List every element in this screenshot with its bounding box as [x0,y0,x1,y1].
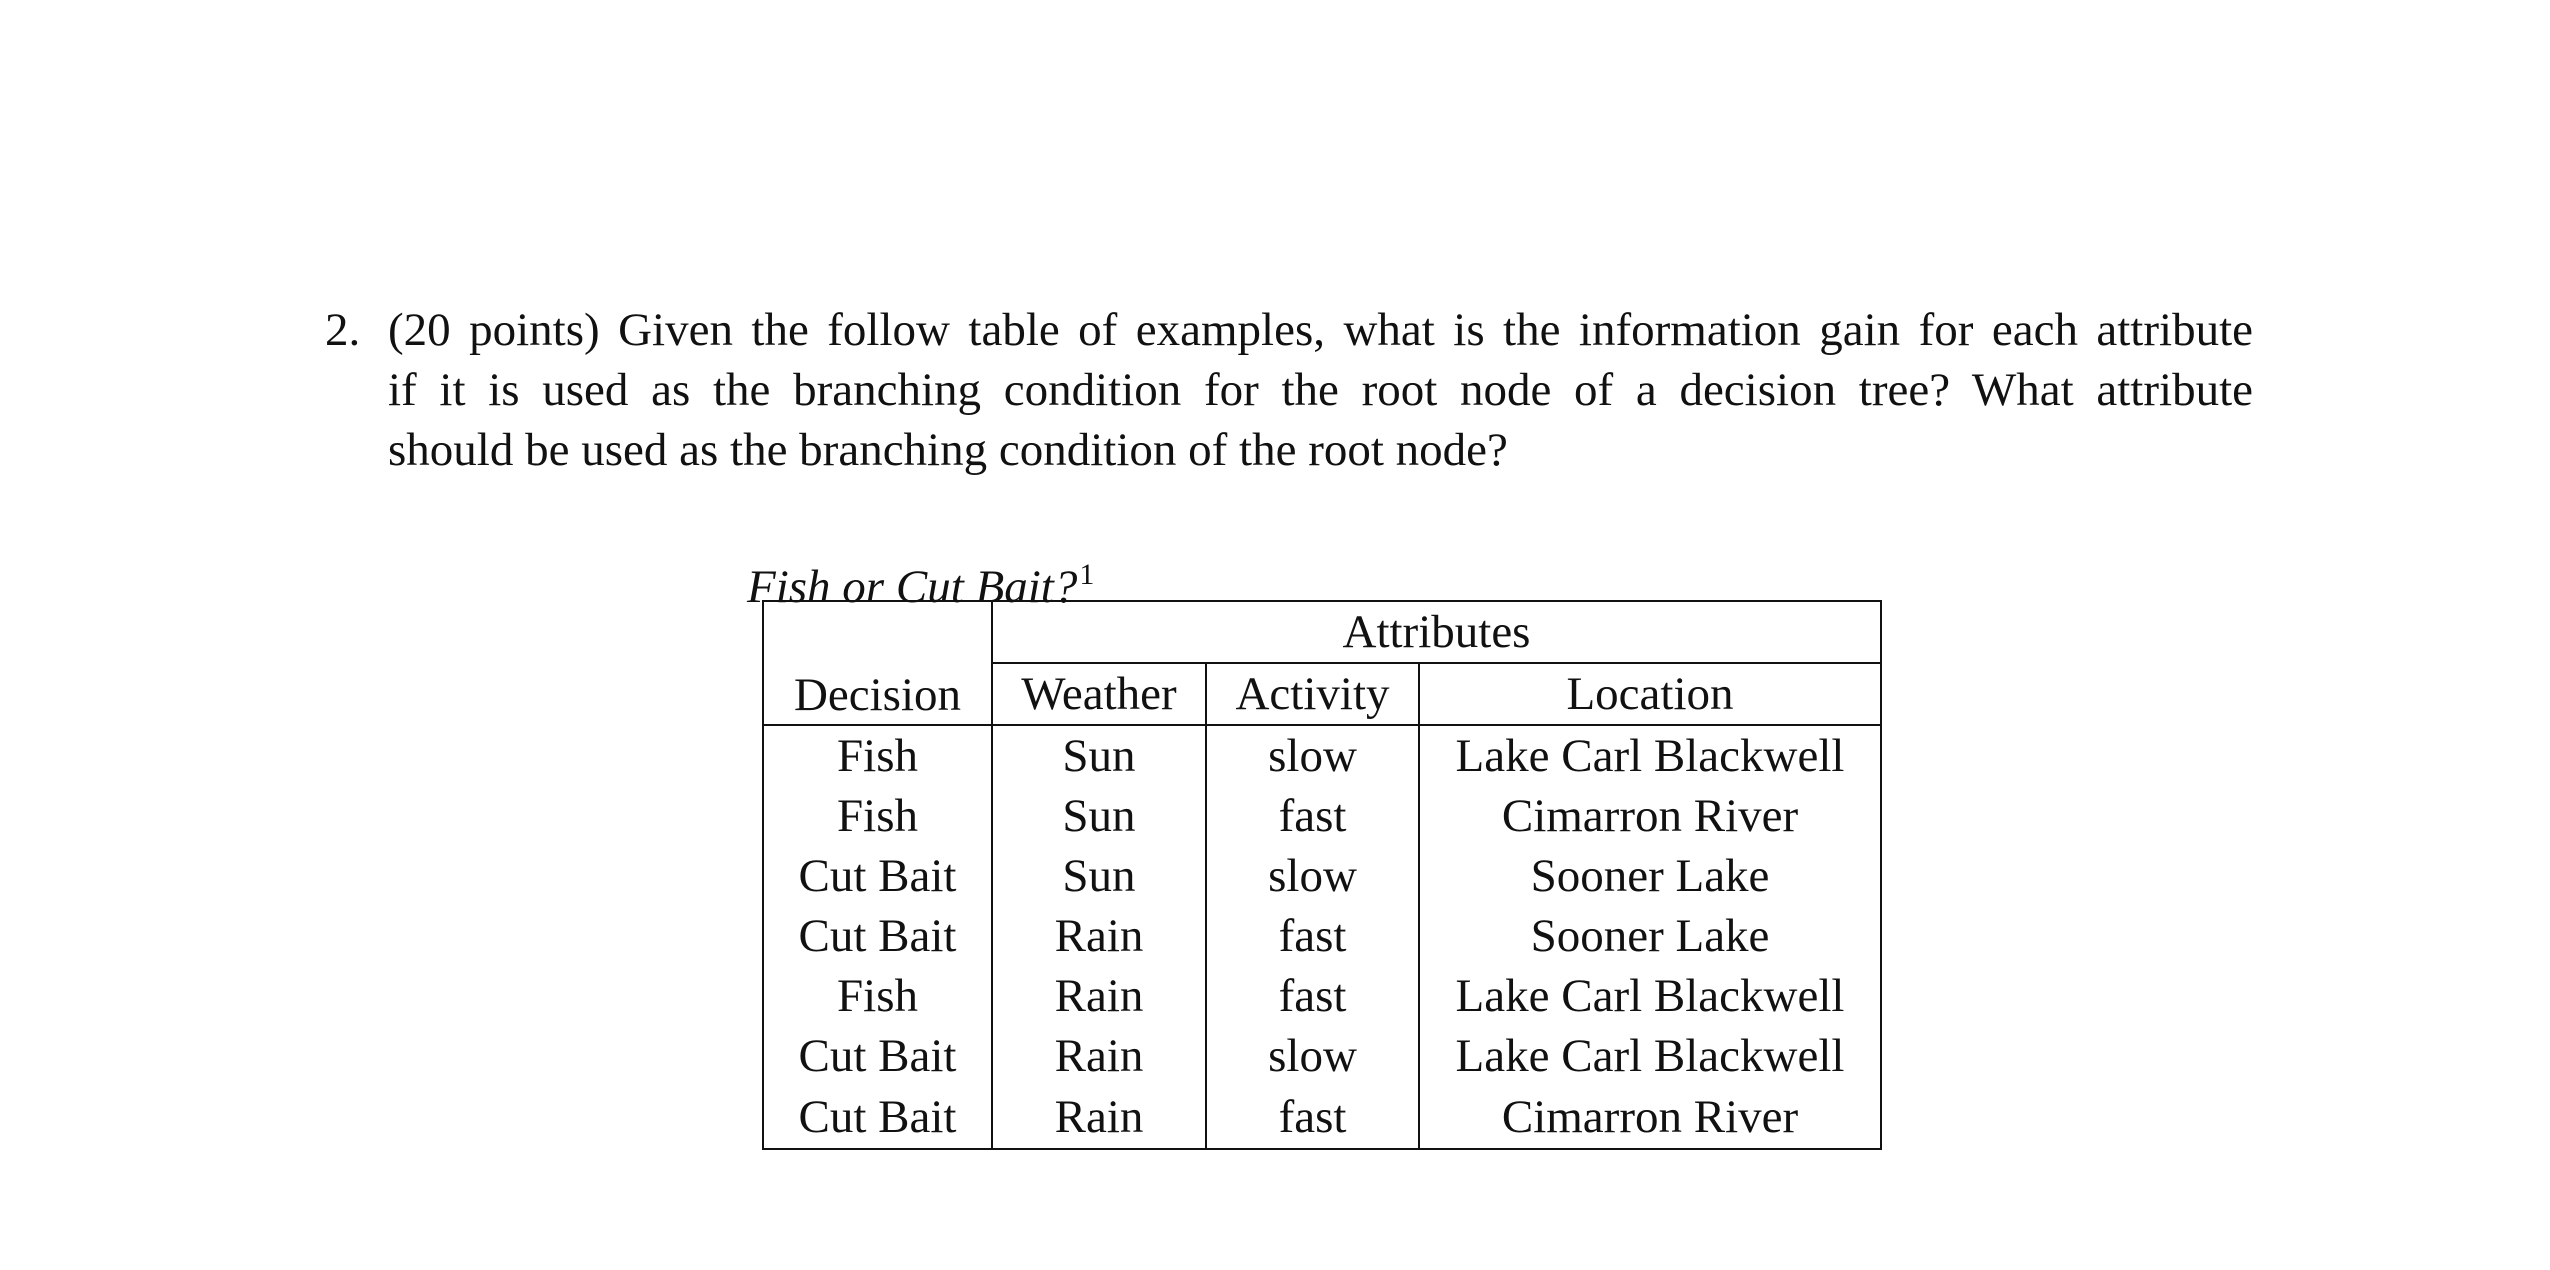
cell-decision: Cut Bait [763,1026,992,1086]
question-line: if it is used as the branching condition for the root node of a decision tree? What attribute [388,364,2253,416]
cell-activity: fast [1206,1086,1419,1149]
cell-activity: fast [1206,906,1419,966]
cell-weather: Rain [992,906,1206,966]
cell-activity: slow [1206,725,1419,786]
header-location: Location [1419,663,1881,725]
table-caption-text: Fish or Cut Bait? [747,561,1078,613]
table-row [763,725,1881,786]
cell-activity: fast [1206,786,1419,846]
cell-location: Lake Carl Blackwell [1419,966,1881,1026]
question-text [388,300,2253,480]
cell-weather: Rain [992,1026,1206,1086]
cell-activity: slow [1206,846,1419,906]
cell-location: Lake Carl Blackwell [1419,1026,1881,1086]
table-body [763,725,1881,1149]
cell-decision: Fish [763,966,992,1026]
cell-decision: Cut Bait [763,906,992,966]
cell-weather: Sun [992,846,1206,906]
cell-decision: Cut Bait [763,846,992,906]
footnote-mark: 1 [1079,558,1095,591]
table-row [763,846,1881,906]
table-row [763,1026,1881,1086]
cell-activity: slow [1206,1026,1419,1086]
examples-table [762,600,1882,1150]
cell-location: Lake Carl Blackwell [1419,725,1881,786]
header-weather: Weather [992,663,1206,725]
header-attributes: Attributes [992,601,1881,663]
cell-decision: Fish [763,786,992,846]
table-row [763,906,1881,966]
cell-location: Sooner Lake [1419,906,1881,966]
question-number: 2. [325,304,361,356]
cell-activity: fast [1206,966,1419,1026]
cell-decision: Cut Bait [763,1086,992,1149]
header-decision: Decision [763,601,992,725]
table-row [763,786,1881,846]
cell-location: Cimarron River [1419,786,1881,846]
table-row [763,966,1881,1026]
cell-decision: Fish [763,725,992,786]
question-line: should be used as the branching condition of the root node? [388,424,1508,476]
cell-location: Sooner Lake [1419,846,1881,906]
header-activity: Activity [1206,663,1419,725]
table-header [763,601,1881,725]
cell-weather: Rain [992,966,1206,1026]
cell-weather: Sun [992,725,1206,786]
table-row [763,1086,1881,1149]
question-line: (20 points) Given the follow table of examples, what is the information gain for each attribute [388,304,2253,356]
cell-weather: Rain [992,1086,1206,1149]
cell-location: Cimarron River [1419,1086,1881,1149]
cell-weather: Sun [992,786,1206,846]
